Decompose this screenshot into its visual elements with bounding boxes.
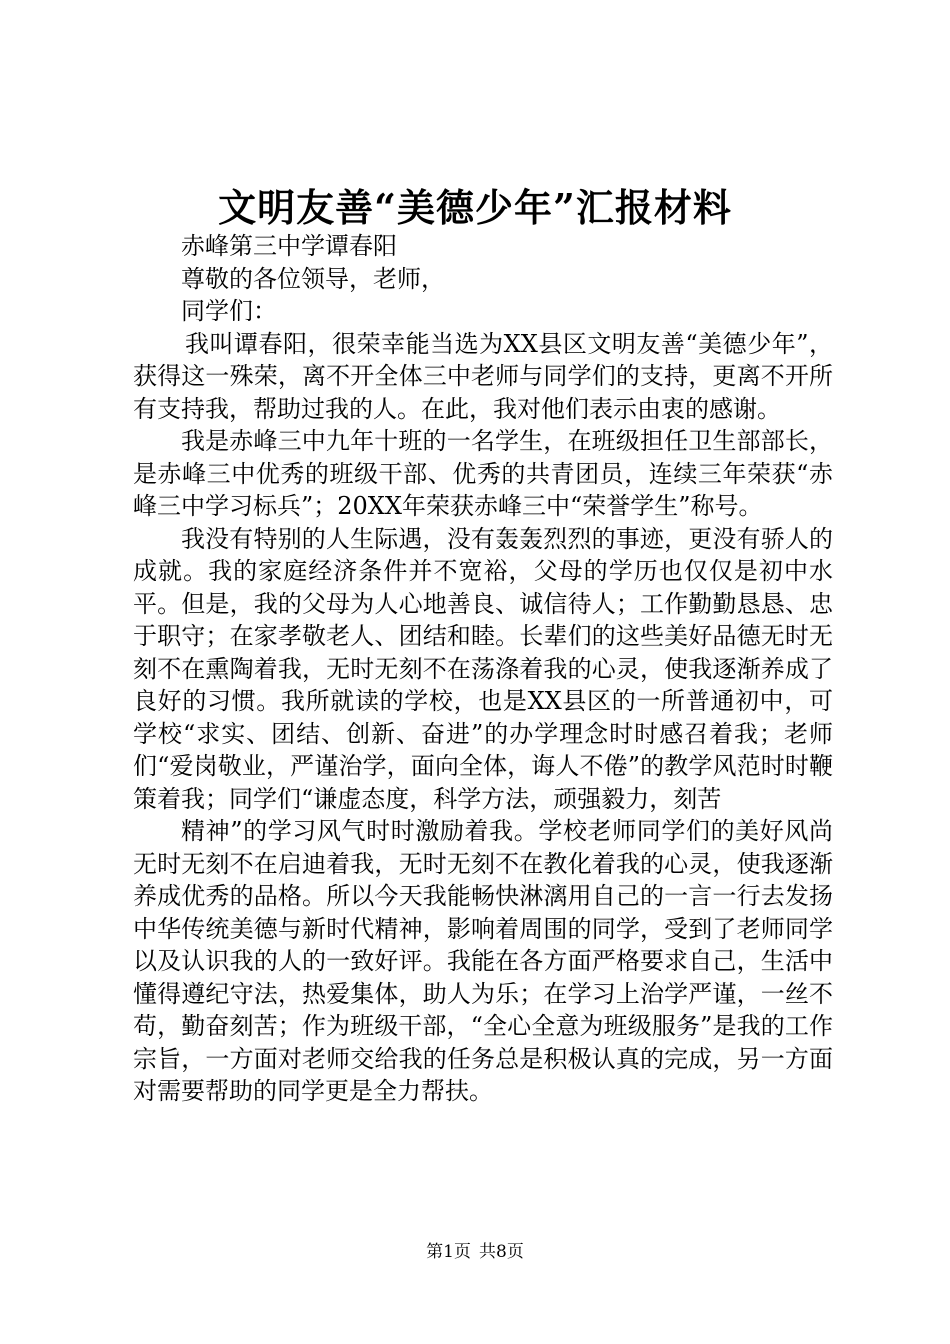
- page-number: 第1页: [426, 1242, 471, 1262]
- document-body: [133, 230, 833, 1108]
- salutation-line: 尊敬的各位领导，老师，: [181, 264, 445, 293]
- salutation-line-2: 同学们：: [181, 297, 277, 325]
- page-footer: [0, 1240, 950, 1264]
- paragraph: 我没有特别的人生际遇，没有轰轰烈烈的事迹，更没有骄人的成就。我的家庭经济条件并不宽裕，父母的学历也仅仅是初中水平。但是，我的父母为人心地善良、诚信待人；工作勤勤恳恳、忠于职守；在家孝敬老人、团结和睦。长辈们的这些美好品德无时无刻不在熏陶着我，无时无刻不在荡涤着我的心灵，使我逐渐养成了良好的习惯。我所就读的学校，也是XX县区的一所普通初中，可学校“求实、团结、创新、奋进”的办学理念时时感召着我；老师们“爱岗敬业，严谨治学，面向全体，诲人不倦”的教学风范时时鞭策着我；同学们“谦虚态度，科学方法，顽强毅力，刻苦: [133, 524, 833, 813]
- paragraph: 我是赤峰三中九年十班的一名学生，在班级担任卫生部部长，是赤峰三中优秀的班级干部、优秀的共青团员，连续三年荣获“赤峰三中学习标兵”；20XX年荣获赤峰三中“荣誉学生”称号。: [133, 427, 833, 520]
- author-line: 赤峰第三中学谭春阳: [181, 232, 397, 260]
- document-title: 文明友善“美德少年”汇报材料: [218, 185, 732, 230]
- paragraph: 精神”的学习风气时时激励着我。学校老师同学们的美好风尚无时无刻不在启迪着我，无时无刻不在教化着我的心灵，使我逐渐养成优秀的品格。所以今天我能畅快淋漓用自己的一言一行去发扬中华传统美德与新时代精神，影响着周围的同学，受到了老师同学以及认识我的人的一致好评。我能在各方面严格要求自己，生活中懂得遵纪守法，热爱集体，助人为乐；在学习上治学严谨，一丝不苟，勤奋刻苦；作为班级干部，“全心全意为班级服务”是我的工作宗旨，一方面对老师交给我的任务总是积极认真的完成，另一方面对需要帮助的同学更是全力帮扶。: [133, 817, 833, 1105]
- page-total: 共8页: [479, 1242, 524, 1262]
- paragraph: 我叫谭春阳，很荣幸能当选为XX县区文明友善“美德少年”，获得这一殊荣，离不开全体三中老师与同学们的支持，更离不开所有支持我，帮助过我的人。在此，我对他们表示由衷的感谢。: [133, 329, 833, 423]
